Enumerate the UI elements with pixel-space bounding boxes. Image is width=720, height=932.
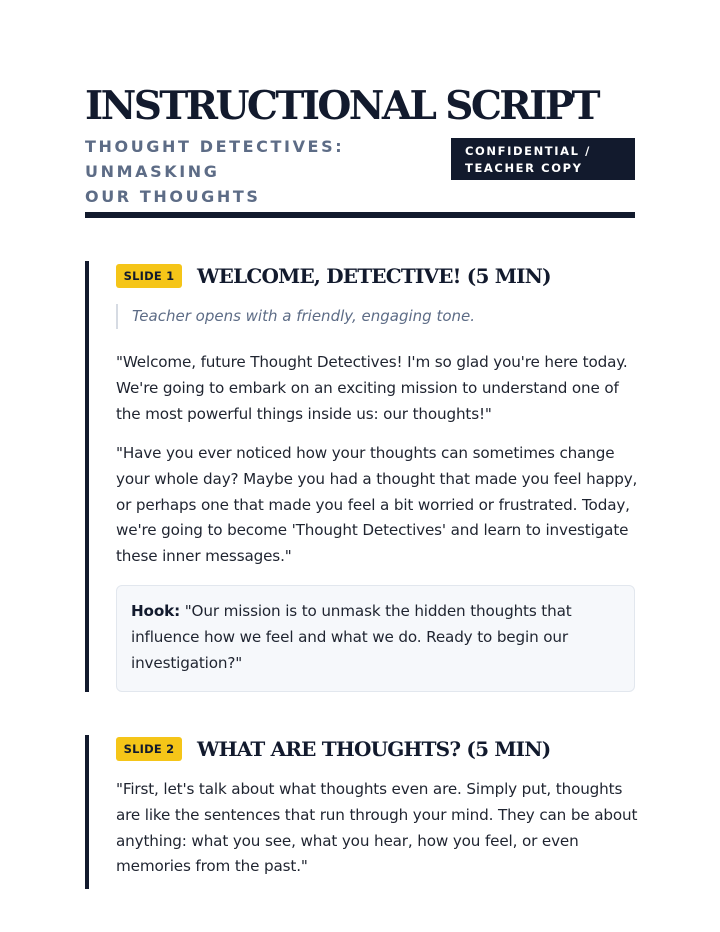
stage-direction: Teacher opens with a friendly, engaging tone. (116, 304, 616, 329)
hook-label: Hook: (131, 602, 181, 620)
slide-badge: SLIDE 2 (116, 737, 182, 761)
subtitle-line-2: OUR THOUGHTS (85, 187, 261, 206)
document-title: INSTRUCTIONAL SCRIPT (85, 83, 598, 129)
hook-callout (116, 585, 635, 692)
confidential-line-1: CONFIDENTIAL / (465, 144, 591, 158)
slide-section-2 (85, 735, 638, 889)
script-paragraph: "First, let's talk about what thoughts even are. Simply put, thoughts are like the sentences that run through your mind. They can be about anything: what you see, what you hear, how you feel, or even memories from the past." (116, 780, 638, 876)
header-divider (85, 212, 635, 218)
hook-text: "Our mission is to unmask the hidden thoughts that influence how we feel and what we do. Ready to begin our investigation?" (131, 602, 572, 672)
slide-section-1 (85, 261, 638, 692)
document-subtitle (85, 134, 465, 209)
slide-badge: SLIDE 1 (116, 264, 182, 288)
confidential-badge (451, 138, 635, 180)
slide-title: WELCOME, DETECTIVE! (5 MIN) (197, 264, 551, 288)
subtitle-line-1: THOUGHT DETECTIVES: UNMASKING (85, 137, 345, 181)
script-paragraph: "Have you ever noticed how your thoughts can sometimes change your whole day? Maybe you had a thought that made you feel happy, or perhaps one that made you feel a bit worried or frustrated. Today, we're going to become 'Thought Detectives' and learn to investigate these inner messages." (116, 444, 638, 566)
confidential-line-2: TEACHER COPY (465, 161, 583, 175)
slide-title: WHAT ARE THOUGHTS? (5 MIN) (197, 737, 551, 761)
script-paragraph: "Welcome, future Thought Detectives! I'm so glad you're here today. We're going to embark on an exciting mission to understand one of the most powerful things inside us: our thoughts!" (116, 353, 628, 423)
